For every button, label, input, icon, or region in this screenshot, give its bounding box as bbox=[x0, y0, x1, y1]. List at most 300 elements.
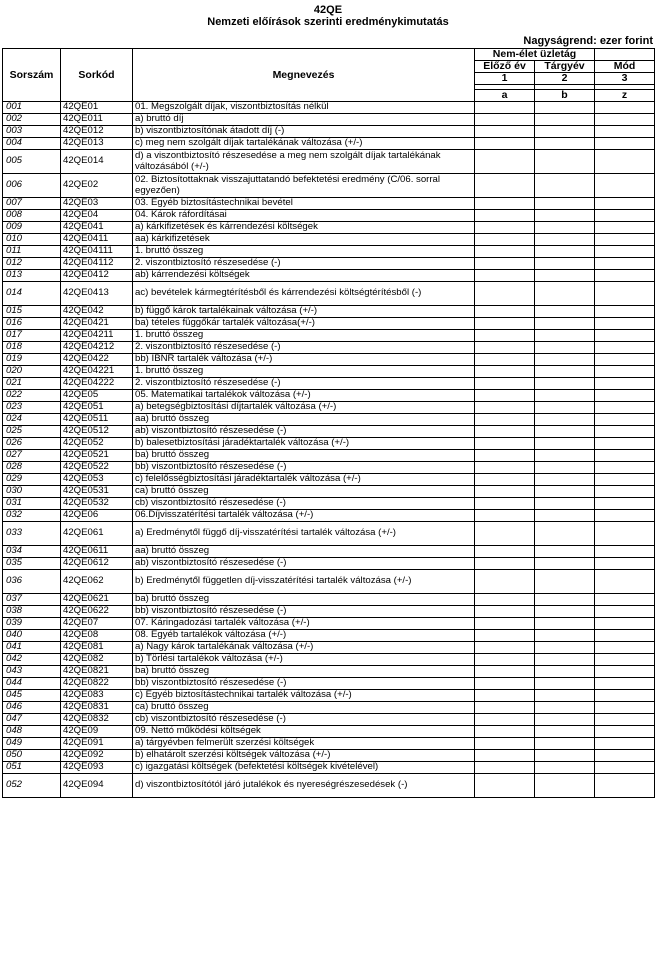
row-sorszam: 044 bbox=[3, 678, 61, 690]
value-mode[interactable] bbox=[595, 510, 655, 522]
value-previous-year[interactable] bbox=[475, 450, 535, 462]
value-current-year[interactable] bbox=[535, 642, 595, 654]
value-previous-year[interactable] bbox=[475, 438, 535, 450]
value-previous-year[interactable] bbox=[475, 342, 535, 354]
table-header bbox=[3, 49, 655, 102]
row-sorkod: 42QE0822 bbox=[61, 678, 133, 690]
row-megnevezes: bb) viszontbiztosító részesedése (-) bbox=[133, 606, 475, 618]
value-mode[interactable] bbox=[595, 126, 655, 138]
value-current-year[interactable] bbox=[535, 378, 595, 390]
value-previous-year[interactable] bbox=[475, 414, 535, 426]
value-mode[interactable] bbox=[595, 546, 655, 558]
value-previous-year[interactable] bbox=[475, 222, 535, 234]
value-previous-year[interactable] bbox=[475, 654, 535, 666]
table-row bbox=[3, 402, 655, 414]
value-current-year[interactable] bbox=[535, 138, 595, 150]
value-mode[interactable] bbox=[595, 198, 655, 210]
row-megnevezes: aa) bruttó összeg bbox=[133, 546, 475, 558]
row-sorkod: 42QE0532 bbox=[61, 498, 133, 510]
value-current-year[interactable] bbox=[535, 558, 595, 570]
row-sorszam: 005 bbox=[3, 150, 61, 174]
row-sorszam: 016 bbox=[3, 318, 61, 330]
row-sorszam: 022 bbox=[3, 390, 61, 402]
value-current-year[interactable] bbox=[535, 606, 595, 618]
table-row bbox=[3, 306, 655, 318]
row-sorkod: 42QE062 bbox=[61, 570, 133, 594]
row-sorszam: 009 bbox=[3, 222, 61, 234]
table-row bbox=[3, 222, 655, 234]
row-megnevezes: 1. bruttó összeg bbox=[133, 366, 475, 378]
value-previous-year[interactable] bbox=[475, 486, 535, 498]
value-previous-year[interactable] bbox=[475, 774, 535, 798]
row-sorszam: 013 bbox=[3, 270, 61, 282]
table-row bbox=[3, 774, 655, 798]
row-sorkod: 42QE04112 bbox=[61, 258, 133, 270]
value-mode[interactable] bbox=[595, 102, 655, 114]
table-row bbox=[3, 702, 655, 714]
row-megnevezes: ba) bruttó összeg bbox=[133, 666, 475, 678]
value-previous-year[interactable] bbox=[475, 378, 535, 390]
value-mode[interactable] bbox=[595, 714, 655, 726]
value-current-year[interactable] bbox=[535, 114, 595, 126]
value-mode[interactable] bbox=[595, 222, 655, 234]
row-megnevezes: 01. Megszolgált díjak, viszontbiztosítás nélkül bbox=[133, 102, 475, 114]
value-mode[interactable] bbox=[595, 234, 655, 246]
value-current-year[interactable] bbox=[535, 690, 595, 702]
row-megnevezes: b) függő károk tartalékainak változása (+/-) bbox=[133, 306, 475, 318]
row-megnevezes: c) Egyéb biztosítástechnikai tartalék változása (+/-) bbox=[133, 690, 475, 702]
value-current-year[interactable] bbox=[535, 438, 595, 450]
row-sorszam: 033 bbox=[3, 522, 61, 546]
row-megnevezes: 07. Káringadozási tartalék változása (+/-) bbox=[133, 618, 475, 630]
value-mode[interactable] bbox=[595, 342, 655, 354]
row-sorszam: 023 bbox=[3, 402, 61, 414]
header-sorszam: Sorszám bbox=[3, 49, 61, 102]
row-sorkod: 42QE0531 bbox=[61, 486, 133, 498]
value-mode[interactable] bbox=[595, 354, 655, 366]
value-current-year[interactable] bbox=[535, 366, 595, 378]
row-megnevezes: ac) bevételek kármegtérítésből és kárrendezési költségtérítésből (-) bbox=[133, 282, 475, 306]
value-mode[interactable] bbox=[595, 318, 655, 330]
value-previous-year[interactable] bbox=[475, 714, 535, 726]
value-previous-year[interactable] bbox=[475, 570, 535, 594]
row-sorkod: 42QE061 bbox=[61, 522, 133, 546]
value-mode[interactable] bbox=[595, 462, 655, 474]
value-current-year[interactable] bbox=[535, 486, 595, 498]
row-sorszam: 018 bbox=[3, 342, 61, 354]
row-sorszam: 028 bbox=[3, 462, 61, 474]
row-sorszam: 024 bbox=[3, 414, 61, 426]
header-num-3: 3 bbox=[595, 73, 655, 85]
value-previous-year[interactable] bbox=[475, 558, 535, 570]
value-current-year[interactable] bbox=[535, 774, 595, 798]
row-sorkod: 42QE012 bbox=[61, 126, 133, 138]
value-mode[interactable] bbox=[595, 330, 655, 342]
value-previous-year[interactable] bbox=[475, 102, 535, 114]
row-sorkod: 42QE04212 bbox=[61, 342, 133, 354]
value-current-year[interactable] bbox=[535, 762, 595, 774]
row-sorszam: 046 bbox=[3, 702, 61, 714]
value-current-year[interactable] bbox=[535, 222, 595, 234]
value-previous-year[interactable] bbox=[475, 306, 535, 318]
value-current-year[interactable] bbox=[535, 570, 595, 594]
value-current-year[interactable] bbox=[535, 498, 595, 510]
row-megnevezes: b) balesetbiztosítási járadéktartalék változása (+/-) bbox=[133, 438, 475, 450]
value-previous-year[interactable] bbox=[475, 246, 535, 258]
value-previous-year[interactable] bbox=[475, 234, 535, 246]
row-sorkod: 42QE0622 bbox=[61, 606, 133, 618]
value-previous-year[interactable] bbox=[475, 510, 535, 522]
value-previous-year[interactable] bbox=[475, 462, 535, 474]
value-current-year[interactable] bbox=[535, 510, 595, 522]
row-sorkod: 42QE011 bbox=[61, 114, 133, 126]
row-sorszam: 027 bbox=[3, 450, 61, 462]
value-previous-year[interactable] bbox=[475, 198, 535, 210]
table-row bbox=[3, 366, 655, 378]
row-sorszam: 041 bbox=[3, 642, 61, 654]
value-mode[interactable] bbox=[595, 282, 655, 306]
row-megnevezes: 2. viszontbiztosító részesedése (-) bbox=[133, 258, 475, 270]
table-row bbox=[3, 234, 655, 246]
value-mode[interactable] bbox=[595, 558, 655, 570]
value-previous-year[interactable] bbox=[475, 618, 535, 630]
row-sorkod: 42QE082 bbox=[61, 654, 133, 666]
row-megnevezes: d) viszontbiztosítótól járó jutalékok és nyereségrészesedések (-) bbox=[133, 774, 475, 798]
row-sorszam: 049 bbox=[3, 738, 61, 750]
row-megnevezes: 02. Biztosítottaknak visszajuttatandó befektetési eredmény (C/06. sorral egyezően) bbox=[133, 174, 475, 198]
row-megnevezes: 06.Díjvisszatérítési tartalék változása (+/-) bbox=[133, 510, 475, 522]
row-sorszam: 030 bbox=[3, 486, 61, 498]
table-row bbox=[3, 642, 655, 654]
row-megnevezes: 05. Matematikai tartalékok változása (+/-) bbox=[133, 390, 475, 402]
value-current-year[interactable] bbox=[535, 750, 595, 762]
value-mode[interactable] bbox=[595, 450, 655, 462]
value-current-year[interactable] bbox=[535, 702, 595, 714]
row-sorszam: 031 bbox=[3, 498, 61, 510]
header-col-targyev: Tárgyév bbox=[535, 61, 595, 73]
value-previous-year[interactable] bbox=[475, 762, 535, 774]
row-sorszam: 004 bbox=[3, 138, 61, 150]
table-row bbox=[3, 330, 655, 342]
value-previous-year[interactable] bbox=[475, 738, 535, 750]
value-current-year[interactable] bbox=[535, 126, 595, 138]
value-mode[interactable] bbox=[595, 378, 655, 390]
report-code: 42QE bbox=[313, 4, 343, 16]
value-current-year[interactable] bbox=[535, 354, 595, 366]
value-mode[interactable] bbox=[595, 474, 655, 486]
row-sorszam: 001 bbox=[3, 102, 61, 114]
value-mode[interactable] bbox=[595, 258, 655, 270]
row-sorszam: 026 bbox=[3, 438, 61, 450]
value-current-year[interactable] bbox=[535, 174, 595, 198]
row-sorszam: 007 bbox=[3, 198, 61, 210]
value-mode[interactable] bbox=[595, 150, 655, 174]
value-mode[interactable] bbox=[595, 702, 655, 714]
value-previous-year[interactable] bbox=[475, 606, 535, 618]
value-current-year[interactable] bbox=[535, 654, 595, 666]
value-current-year[interactable] bbox=[535, 474, 595, 486]
value-current-year[interactable] bbox=[535, 462, 595, 474]
value-current-year[interactable] bbox=[535, 618, 595, 630]
row-megnevezes: a) Eredménytől függő díj-visszatérítési tartalék változása (+/-) bbox=[133, 522, 475, 546]
row-sorkod: 42QE03 bbox=[61, 198, 133, 210]
report-title: Nemzeti előírások szerinti eredménykimutatás bbox=[207, 16, 449, 28]
value-mode[interactable] bbox=[595, 642, 655, 654]
value-mode[interactable] bbox=[595, 774, 655, 798]
value-mode[interactable] bbox=[595, 270, 655, 282]
table-row bbox=[3, 258, 655, 270]
value-current-year[interactable] bbox=[535, 546, 595, 558]
value-current-year[interactable] bbox=[535, 714, 595, 726]
value-current-year[interactable] bbox=[535, 198, 595, 210]
table-row bbox=[3, 354, 655, 366]
header-sorkod: Sorkód bbox=[61, 49, 133, 102]
row-sorkod: 42QE0412 bbox=[61, 270, 133, 282]
row-megnevezes: cb) viszontbiztosító részesedése (-) bbox=[133, 498, 475, 510]
value-previous-year[interactable] bbox=[475, 318, 535, 330]
value-previous-year[interactable] bbox=[475, 126, 535, 138]
table-row bbox=[3, 510, 655, 522]
table-row bbox=[3, 282, 655, 306]
value-current-year[interactable] bbox=[535, 402, 595, 414]
row-megnevezes: ba) bruttó összeg bbox=[133, 450, 475, 462]
table-row bbox=[3, 414, 655, 426]
row-sorszam: 042 bbox=[3, 654, 61, 666]
row-sorszam: 010 bbox=[3, 234, 61, 246]
row-megnevezes: ca) bruttó összeg bbox=[133, 702, 475, 714]
value-mode[interactable] bbox=[595, 246, 655, 258]
row-sorkod: 42QE094 bbox=[61, 774, 133, 798]
value-mode[interactable] bbox=[595, 738, 655, 750]
value-previous-year[interactable] bbox=[475, 330, 535, 342]
value-mode[interactable] bbox=[595, 426, 655, 438]
value-mode[interactable] bbox=[595, 678, 655, 690]
row-sorkod: 42QE0413 bbox=[61, 282, 133, 306]
value-mode[interactable] bbox=[595, 402, 655, 414]
value-previous-year[interactable] bbox=[475, 270, 535, 282]
value-current-year[interactable] bbox=[535, 282, 595, 306]
value-current-year[interactable] bbox=[535, 150, 595, 174]
value-previous-year[interactable] bbox=[475, 498, 535, 510]
value-previous-year[interactable] bbox=[475, 546, 535, 558]
value-mode[interactable] bbox=[595, 174, 655, 198]
value-previous-year[interactable] bbox=[475, 594, 535, 606]
value-previous-year[interactable] bbox=[475, 402, 535, 414]
value-mode[interactable] bbox=[595, 726, 655, 738]
row-sorszam: 015 bbox=[3, 306, 61, 318]
value-previous-year[interactable] bbox=[475, 678, 535, 690]
row-megnevezes: bb) viszontbiztosító részesedése (-) bbox=[133, 462, 475, 474]
row-megnevezes: c) felelősségbiztosítási járadéktartalék változása (+/-) bbox=[133, 474, 475, 486]
value-mode[interactable] bbox=[595, 594, 655, 606]
value-current-year[interactable] bbox=[535, 678, 595, 690]
table-row bbox=[3, 318, 655, 330]
header-num-2: 2 bbox=[535, 73, 595, 85]
value-mode[interactable] bbox=[595, 438, 655, 450]
row-megnevezes: cb) viszontbiztosító részesedése (-) bbox=[133, 714, 475, 726]
value-previous-year[interactable] bbox=[475, 690, 535, 702]
value-previous-year[interactable] bbox=[475, 354, 535, 366]
table-row bbox=[3, 666, 655, 678]
value-previous-year[interactable] bbox=[475, 282, 535, 306]
row-megnevezes: a) tárgyévben felmerült szerzési költségek bbox=[133, 738, 475, 750]
row-sorkod: 42QE013 bbox=[61, 138, 133, 150]
value-mode[interactable] bbox=[595, 690, 655, 702]
value-previous-year[interactable] bbox=[475, 702, 535, 714]
value-current-year[interactable] bbox=[535, 390, 595, 402]
table-row bbox=[3, 726, 655, 738]
table-row bbox=[3, 246, 655, 258]
table-row bbox=[3, 594, 655, 606]
table-row bbox=[3, 498, 655, 510]
row-megnevezes: a) kárkifizetések és kárrendezési költségek bbox=[133, 222, 475, 234]
value-previous-year[interactable] bbox=[475, 630, 535, 642]
row-sorszam: 032 bbox=[3, 510, 61, 522]
header-megnevezes: Megnevezés bbox=[133, 49, 475, 102]
row-sorkod: 42QE052 bbox=[61, 438, 133, 450]
row-sorkod: 42QE0821 bbox=[61, 666, 133, 678]
table-body bbox=[3, 102, 655, 798]
table-row bbox=[3, 174, 655, 198]
value-current-year[interactable] bbox=[535, 234, 595, 246]
value-mode[interactable] bbox=[595, 762, 655, 774]
row-megnevezes: ba) bruttó összeg bbox=[133, 594, 475, 606]
value-current-year[interactable] bbox=[535, 102, 595, 114]
value-previous-year[interactable] bbox=[475, 366, 535, 378]
value-current-year[interactable] bbox=[535, 342, 595, 354]
row-sorkod: 42QE0421 bbox=[61, 318, 133, 330]
table-row bbox=[3, 426, 655, 438]
value-mode[interactable] bbox=[595, 210, 655, 222]
row-sorkod: 42QE0612 bbox=[61, 558, 133, 570]
row-sorkod: 42QE05 bbox=[61, 390, 133, 402]
value-mode[interactable] bbox=[595, 606, 655, 618]
row-sorkod: 42QE0512 bbox=[61, 426, 133, 438]
table-row bbox=[3, 102, 655, 114]
unit-label: Nagyságrend: ezer forint bbox=[523, 35, 653, 47]
row-sorszam: 029 bbox=[3, 474, 61, 486]
row-megnevezes: 2. viszontbiztosító részesedése (-) bbox=[133, 342, 475, 354]
table-row bbox=[3, 438, 655, 450]
row-sorkod: 42QE0621 bbox=[61, 594, 133, 606]
value-current-year[interactable] bbox=[535, 318, 595, 330]
row-sorszam: 020 bbox=[3, 366, 61, 378]
table-row bbox=[3, 114, 655, 126]
value-mode[interactable] bbox=[595, 486, 655, 498]
row-megnevezes: ab) viszontbiztosító részesedése (-) bbox=[133, 558, 475, 570]
row-sorkod: 42QE04211 bbox=[61, 330, 133, 342]
value-current-year[interactable] bbox=[535, 246, 595, 258]
value-previous-year[interactable] bbox=[475, 750, 535, 762]
value-mode[interactable] bbox=[595, 618, 655, 630]
value-previous-year[interactable] bbox=[475, 210, 535, 222]
value-current-year[interactable] bbox=[535, 726, 595, 738]
row-sorszam: 025 bbox=[3, 426, 61, 438]
value-mode[interactable] bbox=[595, 138, 655, 150]
value-current-year[interactable] bbox=[535, 330, 595, 342]
table-row bbox=[3, 390, 655, 402]
value-previous-year[interactable] bbox=[475, 150, 535, 174]
row-sorkod: 42QE0511 bbox=[61, 414, 133, 426]
value-previous-year[interactable] bbox=[475, 522, 535, 546]
row-sorkod: 42QE0422 bbox=[61, 354, 133, 366]
value-mode[interactable] bbox=[595, 570, 655, 594]
value-mode[interactable] bbox=[595, 522, 655, 546]
row-sorszam: 047 bbox=[3, 714, 61, 726]
row-megnevezes: ab) kárrendezési költségek bbox=[133, 270, 475, 282]
value-current-year[interactable] bbox=[535, 666, 595, 678]
value-current-year[interactable] bbox=[535, 306, 595, 318]
table-row bbox=[3, 150, 655, 174]
value-mode[interactable] bbox=[595, 390, 655, 402]
value-mode[interactable] bbox=[595, 630, 655, 642]
row-sorszam: 034 bbox=[3, 546, 61, 558]
row-sorkod: 42QE01 bbox=[61, 102, 133, 114]
value-current-year[interactable] bbox=[535, 738, 595, 750]
row-sorkod: 42QE09 bbox=[61, 726, 133, 738]
value-current-year[interactable] bbox=[535, 270, 595, 282]
value-mode[interactable] bbox=[595, 666, 655, 678]
value-mode[interactable] bbox=[595, 498, 655, 510]
value-previous-year[interactable] bbox=[475, 174, 535, 198]
row-megnevezes: b) elhatárolt szerzési költségek változása (+/-) bbox=[133, 750, 475, 762]
table-row bbox=[3, 474, 655, 486]
value-mode[interactable] bbox=[595, 114, 655, 126]
row-megnevezes: d) a viszontbiztosító részesedése a meg nem szolgált díjak tartalékának változásából (+/-) bbox=[133, 150, 475, 174]
table-row bbox=[3, 618, 655, 630]
table-row bbox=[3, 750, 655, 762]
value-previous-year[interactable] bbox=[475, 666, 535, 678]
row-sorkod: 42QE02 bbox=[61, 174, 133, 198]
value-previous-year[interactable] bbox=[475, 138, 535, 150]
value-previous-year[interactable] bbox=[475, 426, 535, 438]
row-sorkod: 42QE0832 bbox=[61, 714, 133, 726]
value-mode[interactable] bbox=[595, 654, 655, 666]
value-current-year[interactable] bbox=[535, 450, 595, 462]
row-sorkod: 42QE04221 bbox=[61, 366, 133, 378]
value-previous-year[interactable] bbox=[475, 390, 535, 402]
row-megnevezes: 09. Nettó működési költségek bbox=[133, 726, 475, 738]
value-current-year[interactable] bbox=[535, 426, 595, 438]
row-sorszam: 037 bbox=[3, 594, 61, 606]
row-sorszam: 051 bbox=[3, 762, 61, 774]
value-previous-year[interactable] bbox=[475, 474, 535, 486]
row-sorkod: 42QE0522 bbox=[61, 462, 133, 474]
value-mode[interactable] bbox=[595, 366, 655, 378]
value-current-year[interactable] bbox=[535, 210, 595, 222]
row-sorszam: 008 bbox=[3, 210, 61, 222]
value-mode[interactable] bbox=[595, 306, 655, 318]
row-megnevezes: 04. Károk ráfordításai bbox=[133, 210, 475, 222]
value-previous-year[interactable] bbox=[475, 114, 535, 126]
header-letter-a: a bbox=[475, 90, 535, 102]
row-sorszam: 035 bbox=[3, 558, 61, 570]
value-mode[interactable] bbox=[595, 750, 655, 762]
value-previous-year[interactable] bbox=[475, 258, 535, 270]
value-current-year[interactable] bbox=[535, 594, 595, 606]
value-previous-year[interactable] bbox=[475, 642, 535, 654]
row-sorszam: 043 bbox=[3, 666, 61, 678]
value-current-year[interactable] bbox=[535, 522, 595, 546]
value-mode[interactable] bbox=[595, 414, 655, 426]
table-row bbox=[3, 546, 655, 558]
value-current-year[interactable] bbox=[535, 258, 595, 270]
header-group-empty bbox=[595, 49, 655, 61]
value-current-year[interactable] bbox=[535, 414, 595, 426]
value-current-year[interactable] bbox=[535, 630, 595, 642]
value-previous-year[interactable] bbox=[475, 726, 535, 738]
row-sorkod: 42QE0411 bbox=[61, 234, 133, 246]
